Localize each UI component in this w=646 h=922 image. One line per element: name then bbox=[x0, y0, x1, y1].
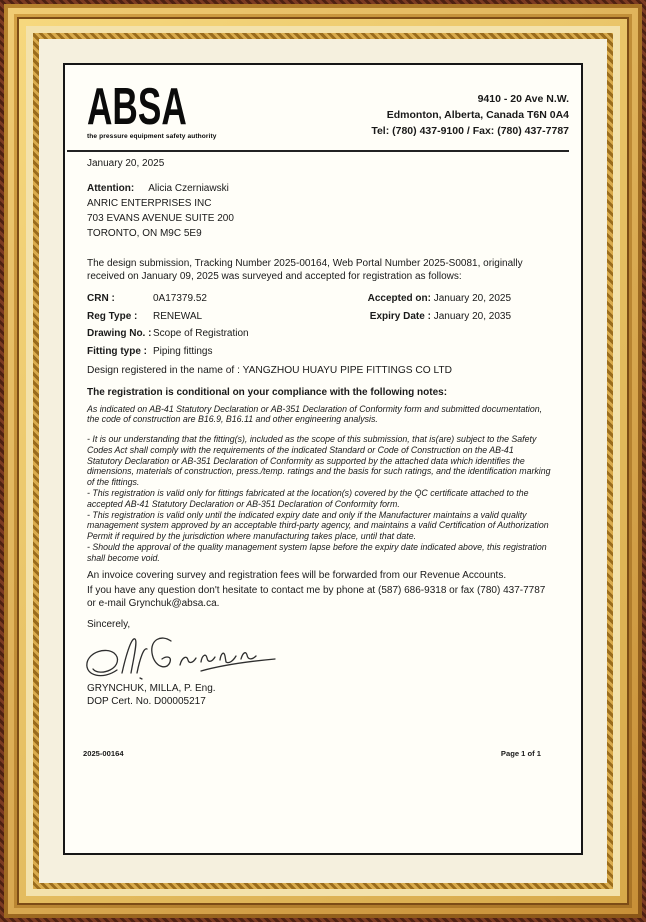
gold-frame-band-1 bbox=[4, 4, 642, 918]
registered-value: YANGZHOU HUAYU PIPE FITTINGS CO LTD bbox=[242, 365, 452, 376]
absa-logo-tagline: the pressure equipment safety authority bbox=[87, 133, 217, 140]
reg-type-row bbox=[87, 308, 551, 326]
fitting-row bbox=[87, 343, 551, 361]
attention-name: Alicia Czerniawski bbox=[148, 183, 229, 194]
absa-logo bbox=[87, 78, 217, 140]
condition-note: - This registration is valid only for fittings fabricated at the location(s) covered by the QC certificate attached to the accepted AB-41 Statutory Declaration or AB-351 Declaration of Conformity form. bbox=[87, 488, 529, 509]
drawing-label: Drawing No. : bbox=[87, 328, 152, 339]
crn-row bbox=[87, 290, 551, 308]
expiry-label: Expiry Date : bbox=[369, 310, 431, 322]
fitting-value: Piping fittings bbox=[153, 345, 213, 357]
footer-page-number: Page 1 of 1 bbox=[500, 748, 541, 758]
gold-frame-band-4 bbox=[19, 19, 627, 903]
accepted-on bbox=[368, 290, 511, 308]
gold-frame-band-3 bbox=[14, 14, 632, 908]
conditions-heading: The registration is conditional on your compliance with the following notes: bbox=[87, 386, 448, 398]
attention-label: Attention: bbox=[87, 183, 135, 194]
reg-type-value: RENEWAL bbox=[153, 310, 203, 322]
page-footer bbox=[83, 749, 541, 758]
gold-frame-bead-border bbox=[33, 33, 613, 889]
condition-note: - It is our understanding that the fitting(s), included as the scope of this submission, that is(are) subject to the Safety Codes Act shall comply with the requirements of the indicated Standard or Code of Construction on the AB-41 Statutory Declaration or AB-351 Declaration of Conformity as supported by the attached data which identifies the dimensions, materials of construction, press./temp. ratings and the basis for such ratings, and the identification marking of the fittings. bbox=[87, 434, 551, 488]
condition-note: - This registration is valid only until the indicated expiry date and only if the Manufacturer maintains a valid quality management system approved by an acceptable third-party agency, and maintains a valid Certification of Authorization Permit if required by the jurisdiction where manufacturing takes place, until that date. bbox=[87, 509, 549, 542]
gold-frame-shadow-line bbox=[17, 17, 629, 905]
accepted-label: Accepted on: bbox=[367, 293, 431, 304]
address-line-2: Edmonton, Alberta, Canada T6N 0A4 bbox=[386, 109, 569, 121]
condition-notes bbox=[87, 434, 551, 564]
recipient-address-2: TORONTO, ON M9C 5E9 bbox=[87, 228, 202, 239]
intro-paragraph: The design submission, Tracking Number 2025-00164, Web Portal Number 2025-S0081, originally received on January 09, 2025 was surveyed and accepted for registration as follows: bbox=[87, 258, 523, 282]
registered-name-line bbox=[87, 362, 551, 380]
recipient-address-1: 703 EVANS AVENUE SUITE 200 bbox=[87, 213, 234, 224]
code-of-construction-note: As indicated on AB-41 Statutory Declaration or AB-351 Declaration of Conformity form and submitted documentation, the code of construction are B16.9, B16.11 and other engineering analysis. bbox=[87, 403, 543, 425]
address-line-1: 9410 - 20 Ave N.W. bbox=[477, 93, 569, 105]
signer-cert-number: DOP Cert. No. D00005217 bbox=[87, 696, 206, 708]
condition-note: - Should the approval of the quality management system lapse before the expiry date indicated above, this registration shall become void. bbox=[87, 542, 547, 563]
gold-frame-band-2 bbox=[8, 8, 638, 914]
accepted-value: January 20, 2025 bbox=[433, 293, 511, 304]
footer-tracking-number: 2025-00164 bbox=[83, 748, 124, 758]
letter-page bbox=[63, 63, 583, 855]
signature bbox=[81, 630, 301, 682]
registration-fields bbox=[87, 290, 551, 380]
letterhead bbox=[87, 78, 569, 140]
registered-label: Design registered in the name of : bbox=[87, 365, 240, 376]
attention-line bbox=[87, 181, 551, 196]
recipient-block bbox=[87, 181, 551, 241]
expiry-value: January 20, 2035 bbox=[433, 310, 511, 322]
address-line-3: Tel: (780) 437-9100 / Fax: (780) 437-7787 bbox=[371, 125, 569, 137]
header-rule bbox=[67, 150, 569, 152]
reg-type-label: Reg Type : bbox=[87, 310, 138, 322]
invoice-line: An invoice covering survey and registration fees will be forwarded from our Revenue Accounts. bbox=[87, 569, 507, 581]
mat-board bbox=[39, 39, 607, 883]
closing-line: Sincerely, bbox=[87, 618, 131, 630]
letter-date: January 20, 2025 bbox=[87, 158, 165, 169]
drawing-value: Scope of Registration bbox=[153, 328, 249, 339]
gold-frame-cream-band bbox=[26, 26, 620, 896]
absa-logo-letters: ABSA bbox=[87, 78, 187, 136]
recipient-company: ANRIC ENTERPRISES INC bbox=[87, 198, 212, 209]
signer-name: GRYNCHUK, MILLA, P. Eng. bbox=[87, 682, 216, 694]
fitting-label: Fitting type : bbox=[87, 345, 147, 357]
crn-label: CRN : bbox=[87, 293, 115, 304]
header-address bbox=[371, 91, 569, 139]
contact-line: If you have any question don't hesitate to contact me by phone at (587) 686-9318 or fax (780) 437-7787 or e-mail Grynchuk@absa.ca. bbox=[87, 584, 546, 609]
expiry-date bbox=[370, 308, 511, 326]
drawing-row bbox=[87, 325, 551, 343]
crn-value: 0A17379.52 bbox=[153, 293, 207, 304]
